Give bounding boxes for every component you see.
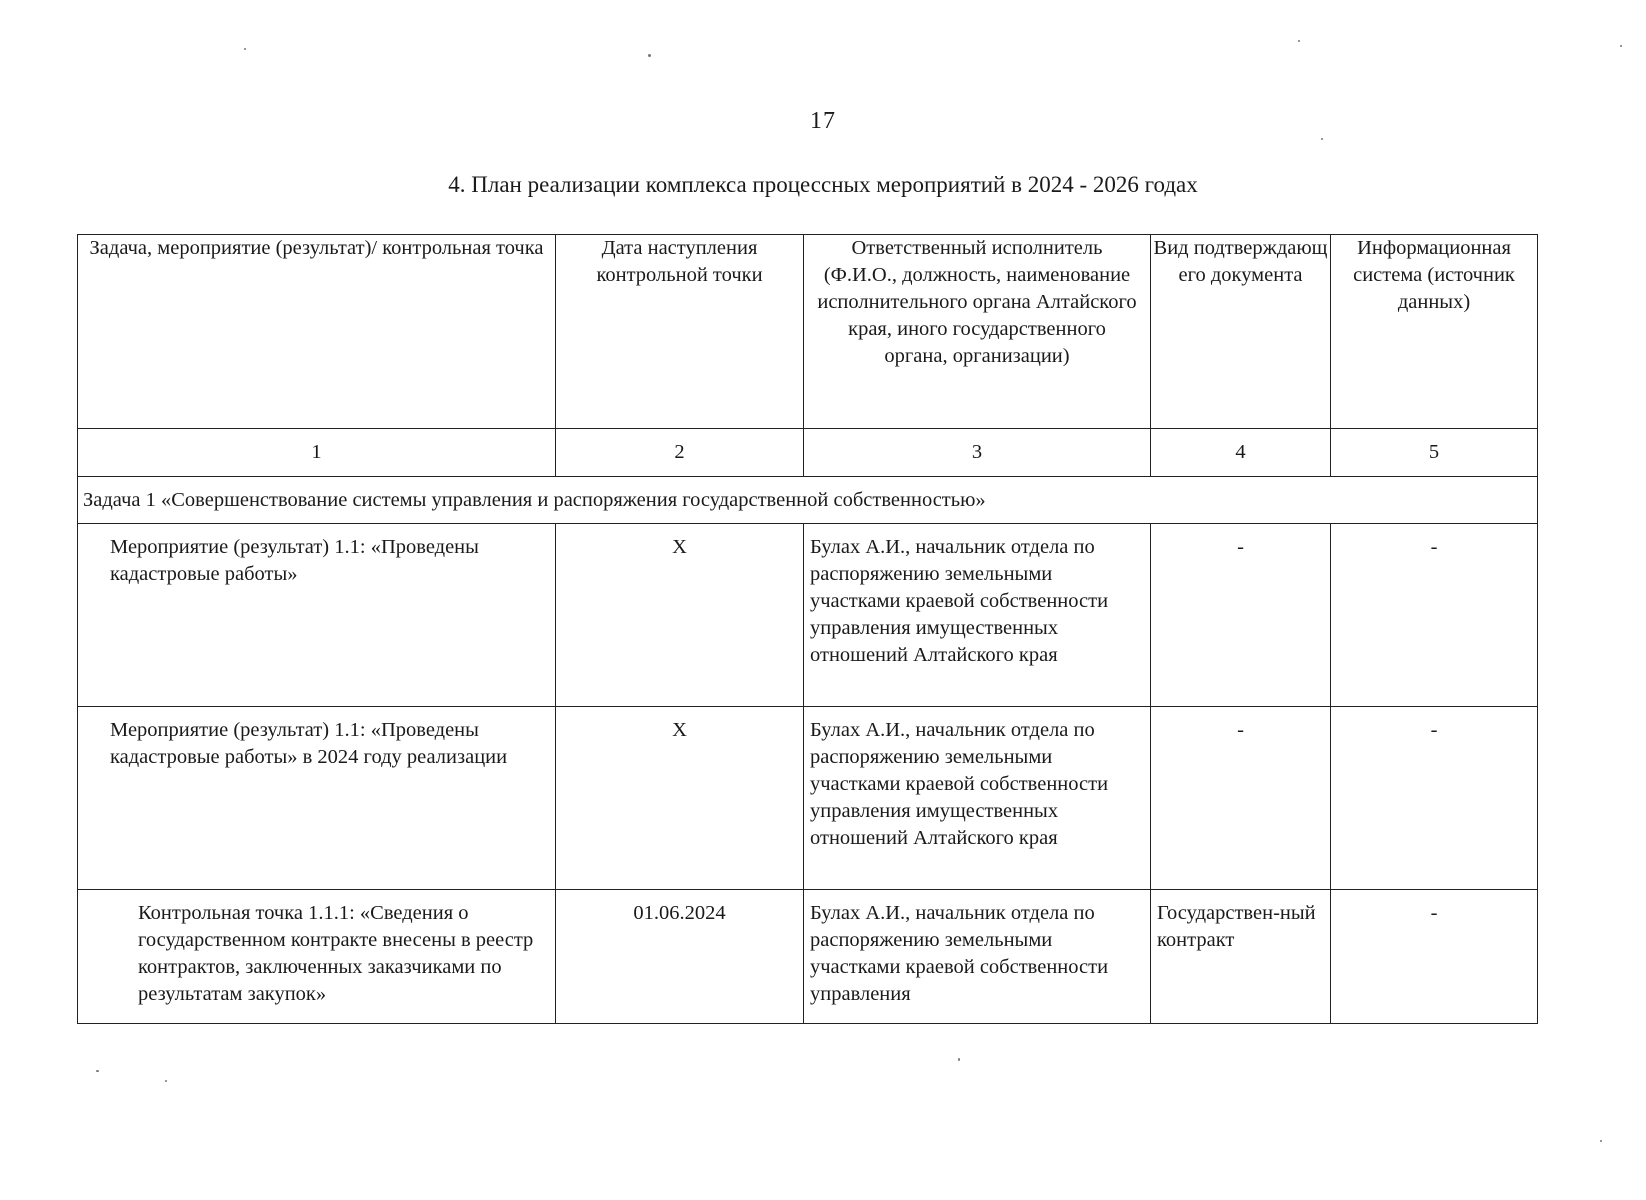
document-cell: - bbox=[1151, 524, 1331, 707]
system-cell: - bbox=[1331, 707, 1538, 890]
column-number: 3 bbox=[804, 429, 1151, 477]
date-cell: X bbox=[556, 707, 804, 890]
task-row bbox=[78, 477, 1538, 524]
table-row bbox=[78, 890, 1538, 1024]
scan-speck bbox=[244, 48, 246, 50]
header-task-column: Задача, мероприятие (результат)/ контрольная точка bbox=[78, 235, 556, 429]
document-cell: Государствен-ный контракт bbox=[1151, 890, 1331, 1024]
column-number-row bbox=[78, 429, 1538, 477]
column-number: 5 bbox=[1331, 429, 1538, 477]
scan-speck bbox=[165, 1080, 167, 1082]
activity-cell: Мероприятие (результат) 1.1: «Проведены кадастровые работы» в 2024 году реализации bbox=[78, 707, 556, 890]
date-cell: 01.06.2024 bbox=[556, 890, 804, 1024]
scan-speck bbox=[1321, 138, 1323, 140]
header-date-column: Дата наступления контрольной точки bbox=[556, 235, 804, 429]
document-cell: - bbox=[1151, 707, 1331, 890]
document-title: 4. План реализации комплекса процессных мероприятий в 2024 - 2026 годах bbox=[448, 172, 1198, 197]
responsible-cell: Булах А.И., начальник отдела по распоряжению земельными участками краевой собственности управления имущественных отношений Алтайского края bbox=[804, 524, 1151, 707]
task-1-title: Задача 1 «Совершенствование системы управления и распоряжения государственной собственностью» bbox=[78, 477, 1538, 524]
header-document-column: Вид подтверждающего документа bbox=[1151, 235, 1331, 429]
scan-speck bbox=[96, 1070, 99, 1072]
header-responsible-column: Ответственный исполнитель (Ф.И.О., должность, наименование исполнительного органа Алтайского края, иного государственного органа, организации) bbox=[804, 235, 1151, 429]
activity-cell: Мероприятие (результат) 1.1: «Проведены кадастровые работы» bbox=[78, 524, 556, 707]
scan-speck bbox=[1298, 40, 1300, 42]
system-cell: - bbox=[1331, 890, 1538, 1024]
scan-speck bbox=[1620, 45, 1622, 47]
responsible-cell: Булах А.И., начальник отдела по распоряжению земельными участками краевой собственности управления bbox=[804, 890, 1151, 1024]
header-system-column: Информационная система (источник данных) bbox=[1331, 235, 1538, 429]
page-number: 17 bbox=[810, 108, 836, 134]
table-row bbox=[78, 524, 1538, 707]
column-number: 4 bbox=[1151, 429, 1331, 477]
table-header-row bbox=[78, 235, 1538, 429]
column-number: 1 bbox=[78, 429, 556, 477]
column-number: 2 bbox=[556, 429, 804, 477]
scan-speck bbox=[648, 54, 651, 57]
control-point-cell: Контрольная точка 1.1.1: «Сведения о государственном контракте внесены в реестр контрактов, заключенных заказчиками по результатам закупок» bbox=[78, 890, 556, 1024]
responsible-cell: Булах А.И., начальник отдела по распоряжению земельными участками краевой собственности управления имущественных отношений Алтайского края bbox=[804, 707, 1151, 890]
table-row bbox=[78, 707, 1538, 890]
scan-speck bbox=[958, 1058, 960, 1061]
system-cell: - bbox=[1331, 524, 1538, 707]
date-cell: X bbox=[556, 524, 804, 707]
implementation-plan-table bbox=[77, 234, 1538, 1024]
scan-speck bbox=[1600, 1140, 1602, 1142]
